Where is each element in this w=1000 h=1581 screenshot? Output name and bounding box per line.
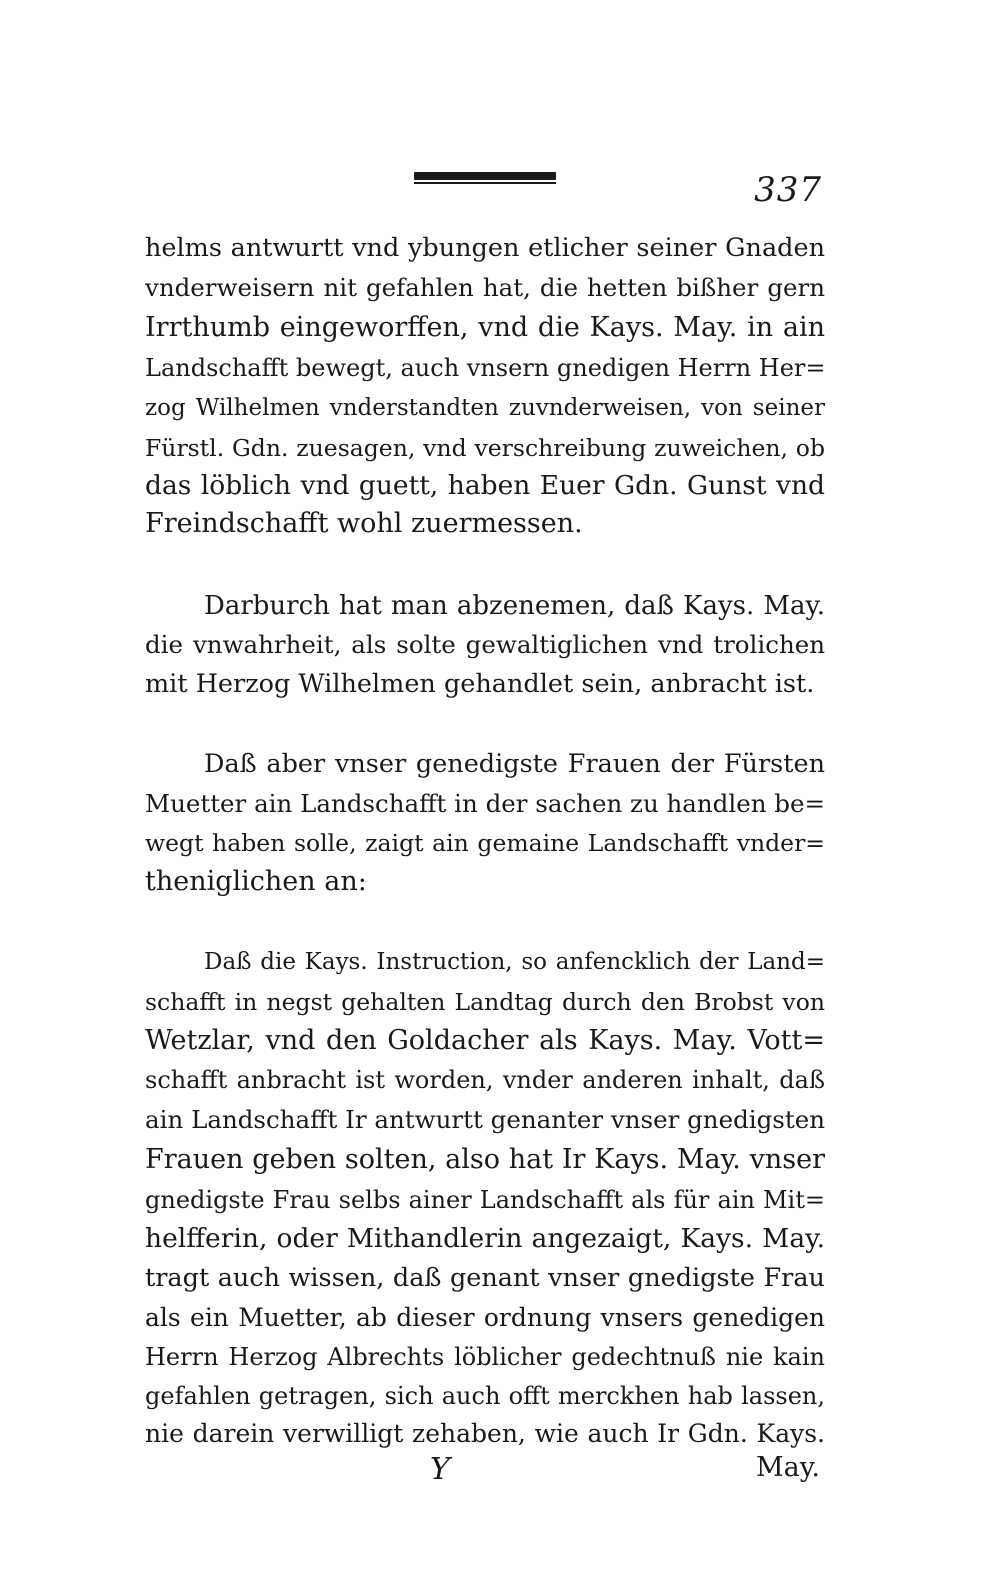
text-line: mit Herzog Wilhelmen gehandlet sein, anbracht ist. — [145, 669, 815, 699]
text-line: helfferin, oder Mithandlerin angezaigt, Kays. May. — [145, 1223, 825, 1254]
text-line: Herrn Herzog Albrechts löblicher gedechtnuß nie kain — [145, 1343, 825, 1371]
text-line: die vnwahrheit, als solte gewaltiglichen vnd trolichen — [145, 630, 825, 659]
text-line: ain Landschafft Ir antwurtt genanter vnser gnedigsten — [145, 1105, 825, 1134]
text-line: als ein Muetter, ab dieser ordnung vnsers genedigen — [145, 1303, 825, 1332]
text-line: Wetzlar, vnd den Goldacher als Kays. May. Vott= — [145, 1025, 825, 1056]
text-line: vnderweisern nit gefahlen hat, die hetten bißher gern — [145, 273, 825, 302]
header-ornament-rule — [414, 172, 556, 184]
header-rule-thin — [414, 182, 556, 184]
text-line: Frauen geben solten, also hat Ir Kays. May. vnser — [145, 1144, 825, 1175]
signature-mark: Y — [430, 1452, 450, 1487]
text-line: Daß die Kays. Instruction, so anfencklich der Land= — [204, 949, 825, 975]
text-line: Freindschafft wohl zuermessen. — [145, 508, 583, 539]
header-rule-thick — [414, 172, 556, 180]
text-line: helms antwurtt vnd ybungen etlicher seiner Gnaden — [145, 233, 825, 263]
page-number: 337 — [754, 170, 822, 210]
text-line: Fürstl. Gdn. zuesagen, vnd verschreibung zuweichen, ob — [145, 434, 825, 462]
text-line: schafft anbracht ist worden, vnder anderen inhalt, daß — [145, 1066, 825, 1094]
text-line: gefahlen getragen, sich auch offt merckhen hab lassen, — [145, 1382, 825, 1410]
text-line: schafft in negst gehalten Landtag durch den Brobst von — [145, 988, 825, 1016]
text-line: Daß aber vnser genedigste Frauen der Fürsten — [204, 749, 825, 779]
text-line: zog Wilhelmen vnderstandten zuvnderweisen, von seiner — [145, 395, 825, 421]
text-line: Landschafft bewegt, auch vnsern gnedigen Herrn Her= — [145, 354, 825, 382]
text-line: Darburch hat man abzenemen, daß Kays. May. — [204, 591, 825, 621]
text-line: wegt haben solle, zaigt ain gemaine Landschafft vnder= — [145, 829, 825, 857]
text-line: Muetter ain Landschafft in der sachen zu handlen be= — [145, 789, 825, 818]
text-line: theniglichen an: — [145, 866, 367, 897]
text-line: gnedigste Frau selbs ainer Landschafft als für ain Mit= — [145, 1186, 825, 1214]
text-line: das löblich vnd guett, haben Euer Gdn. Gunst vnd — [145, 470, 825, 501]
text-line: Irrthumb eingeworffen, vnd die Kays. May. in ain — [145, 312, 825, 343]
catchword: May. — [756, 1452, 820, 1483]
text-line: nie darein verwilligt zehaben, wie auch Ir Gdn. Kays. — [145, 1419, 825, 1448]
text-line: tragt auch wissen, daß genant vnser gnedigste Frau — [145, 1263, 825, 1293]
